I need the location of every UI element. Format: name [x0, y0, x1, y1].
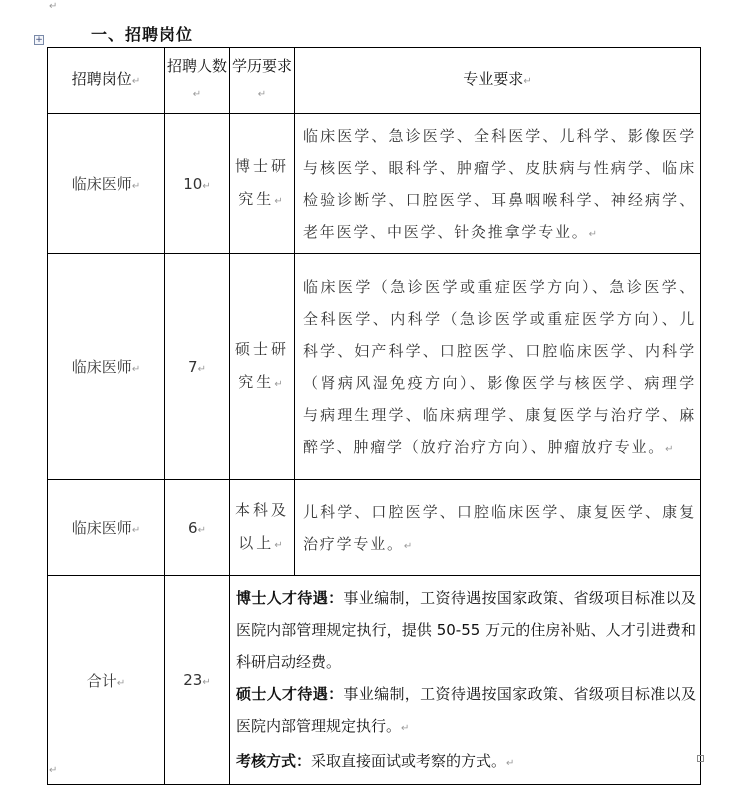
- header-education: 学历要求↵: [230, 48, 295, 114]
- recruitment-table: [47, 47, 701, 785]
- benefits-cell: [230, 576, 701, 785]
- education-cell: 硕士研究生↵: [230, 254, 295, 480]
- total-label-cell: 合计↵: [48, 576, 165, 785]
- total-count-cell: 23↵: [165, 576, 230, 785]
- table-resize-handle[interactable]: [697, 755, 704, 762]
- header-count: 招聘人数↵: [165, 48, 230, 114]
- count-cell: 10↵: [165, 114, 230, 254]
- paragraph-mark: ↵: [49, 1, 58, 12]
- total-row: [48, 576, 701, 785]
- header-position: 招聘岗位↵: [48, 48, 165, 114]
- position-cell: 临床医师↵: [48, 254, 165, 480]
- table-row: [48, 480, 701, 576]
- paragraph-mark: ↵: [49, 765, 58, 776]
- specialty-cell: 临床医学、急诊医学、全科医学、儿科学、影像医学与核医学、眼科学、肿瘤学、皮肤病与性病学、临床检验诊断学、口腔医学、耳鼻咽喉科学、神经病学、老年医学、中医学、针灸推拿学专业。↵: [295, 114, 701, 254]
- position-cell: 临床医师↵: [48, 480, 165, 576]
- benefit-masters: 硕士人才待遇：事业编制，工资待遇按国家政策、省级项目标准以及医院内部管理规定执行。↵: [236, 685, 696, 735]
- education-cell: 博士研究生↵: [230, 114, 295, 254]
- table-row: [48, 114, 701, 254]
- table-move-handle[interactable]: +: [35, 35, 43, 45]
- count-cell: 6↵: [165, 480, 230, 576]
- benefit-doctorate: 博士人才待遇：事业编制，工资待遇按国家政策、省级项目标准以及医院内部管理规定执行，提供 50-55 万元的住房补贴、人才引进费和科研启动经费。: [236, 589, 696, 671]
- education-cell: 本科及以上↵: [230, 480, 295, 576]
- header-row: [48, 48, 701, 114]
- table-row: [48, 254, 701, 480]
- assessment-method: 考核方式：采取直接面试或考察的方式。↵: [236, 752, 515, 770]
- header-specialty: 专业要求↵: [295, 48, 701, 114]
- specialty-cell: 儿科学、口腔医学、口腔临床医学、康复医学、康复治疗学专业。↵: [295, 480, 701, 576]
- section-title: 一、招聘岗位: [91, 25, 194, 44]
- specialty-cell: 临床医学（急诊医学或重症医学方向）、急诊医学、全科医学、内科学（急诊医学或重症医学方向）、儿科学、妇产科学、口腔医学、口腔临床医学、内科学（肾病风湿免疫方向）、影像医学与核医学、病理学与病理生理学、临床病理学、康复医学与治疗学、麻醉学、肿瘤学（放疗治疗方向）、肿瘤放疗专业。↵: [295, 254, 701, 480]
- count-cell: 7↵: [165, 254, 230, 480]
- position-cell: 临床医师↵: [48, 114, 165, 254]
